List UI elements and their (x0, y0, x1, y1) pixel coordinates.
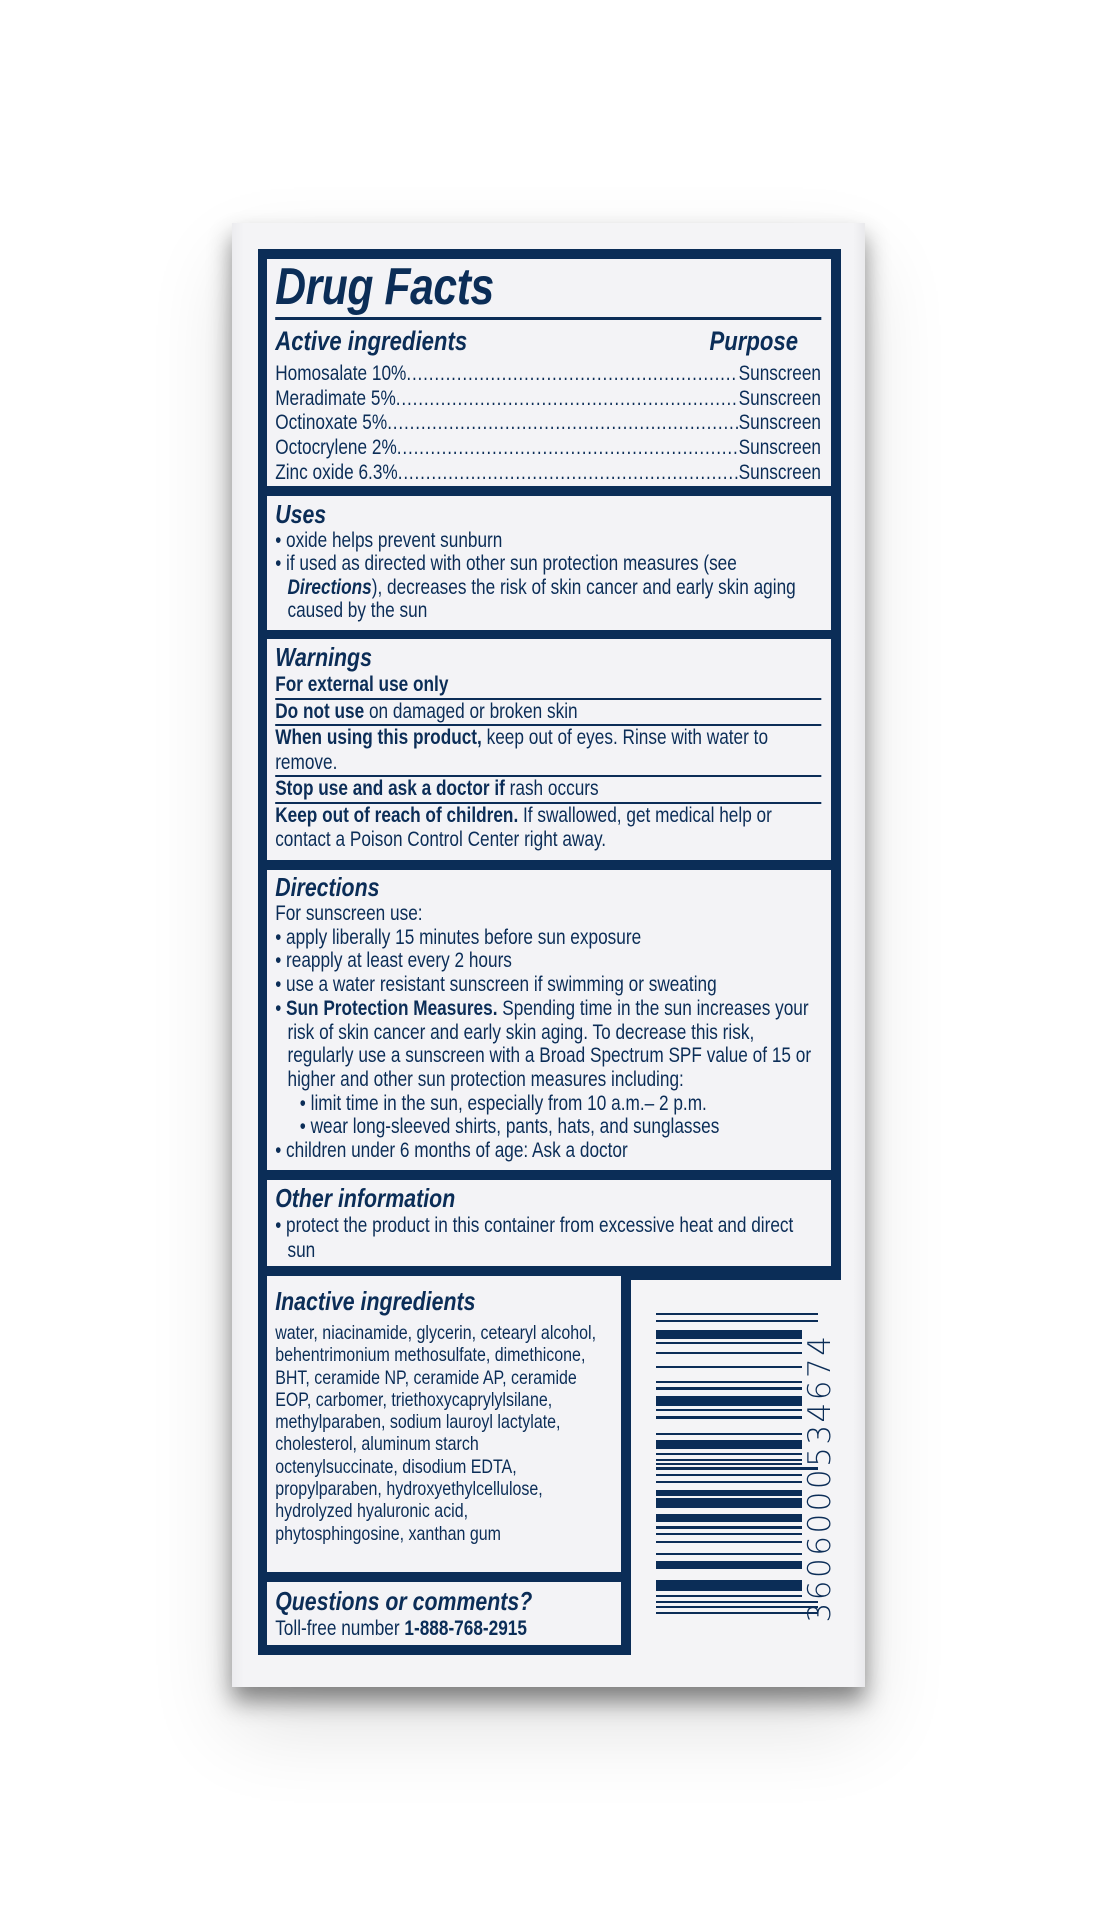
warning-text: keep out of eyes. Rinse with water to remove. (275, 726, 769, 774)
other-information-heading: Other information (275, 1183, 456, 1213)
barcode-bar (656, 1481, 802, 1483)
barcode-bar (656, 1498, 802, 1508)
spm-text: Spending time in the sun increases your risk of skin cancer and early skin aging. To decrease this risk, regularly use a sunscreen with a Broad Spectrum SPF value of 15 or higher and other sun protection measures including: (287, 996, 812, 1091)
barcode-bar (656, 1381, 802, 1383)
directions-item: • apply liberally 15 minutes before sun exposure (275, 925, 642, 949)
barcode-bar (656, 1595, 802, 1597)
warning-label: For external use only (275, 673, 449, 696)
barcode-bar (656, 1490, 802, 1496)
title-rule (275, 317, 821, 320)
barcode-bar (656, 1526, 802, 1529)
inactive-ingredient-line: cholesterol, aluminum starch (275, 1433, 479, 1456)
inactive-ingredients-list (275, 1322, 611, 1545)
barcode-bar (656, 1606, 818, 1608)
inactive-ingredients-heading: Inactive ingredients (275, 1286, 476, 1316)
ingredient-name: Octocrylene 2% (275, 436, 397, 460)
warning-item (275, 700, 821, 727)
ingredient-list (275, 362, 821, 486)
drug-facts-title: Drug Facts (275, 259, 494, 316)
barcode-bar (656, 1463, 802, 1465)
inactive-ingredient-line: behentrimonium methosulfate, dimethicone, (275, 1344, 586, 1367)
directions-section (267, 870, 831, 1170)
purpose-heading: Purpose (709, 326, 799, 356)
spm-label: Sun Protection Measures. (286, 996, 498, 1020)
directions-sub-item: • limit time in the sun, especially from 10 a.m.– 2 p.m. (299, 1091, 707, 1115)
ingredient-name: Octinoxate 5% (275, 411, 388, 435)
barcode-bar (656, 1387, 802, 1390)
other-information-item: • protect the product in this container from excessive heat and direct sun (275, 1214, 794, 1262)
directions-reference: Directions (287, 575, 372, 599)
ingredient-purpose: Sunscreen (738, 386, 821, 410)
ingredient-purpose: Sunscreen (738, 460, 821, 484)
dot-leader (398, 461, 739, 486)
barcode-bar (656, 1533, 802, 1535)
warning-text: rash occurs (504, 777, 599, 800)
warning-label: When using this product, (275, 726, 482, 749)
dot-leader (397, 436, 739, 461)
inactive-ingredient-line: phytosphingosine, xanthan gum (275, 1522, 502, 1545)
directions-item: • reapply at least every 2 hours (275, 949, 512, 973)
questions-heading: Questions or comments? (275, 1586, 533, 1616)
inactive-ingredient-line: EOP, carbomer, triethoxycaprylylsilane, (275, 1388, 553, 1411)
barcode-bar (656, 1474, 802, 1476)
ingredient-name: Meradimate 5% (275, 386, 396, 410)
barcode-bar (656, 1541, 802, 1543)
toll-free-line (275, 1616, 611, 1642)
ingredient-row (275, 436, 821, 461)
inactive-ingredients-section (267, 1276, 621, 1572)
warning-item (275, 673, 821, 700)
inactive-ingredient-line: octenylsuccinate, disodium EDTA, (275, 1455, 517, 1478)
barcode-bar (656, 1580, 802, 1591)
warnings-heading: Warnings (275, 642, 372, 672)
barcode-bar (656, 1453, 802, 1455)
warning-text: If swallowed, get medical help or contact a Poison Control Center right away. (275, 803, 772, 851)
ingredient-row (275, 387, 821, 412)
barcode-bar (656, 1467, 818, 1470)
warning-item (275, 777, 821, 804)
barcode-bar (656, 1416, 802, 1419)
ingredient-name: Homosalate 10% (275, 362, 407, 385)
uses-item (275, 552, 821, 622)
barcode-bar (656, 1440, 802, 1449)
barcode-bar (656, 1433, 802, 1435)
warning-label: Keep out of reach of children. (275, 803, 519, 827)
toll-free-label: Toll-free number (275, 1617, 405, 1640)
inactive-ingredient-line: hydrolyzed hyaluronic acid, (275, 1500, 469, 1523)
uses-item: • oxide helps prevent sunburn (275, 529, 503, 552)
warning-item (275, 804, 821, 853)
inactive-ingredient-line: water, niacinamide, glycerin, cetearyl alcohol, (275, 1322, 597, 1344)
barcode-bar (656, 1612, 818, 1614)
active-ingredients-section (267, 259, 831, 486)
warning-label: Do not use (275, 699, 365, 723)
phone-number[interactable]: 1-888-768-2915 (404, 1617, 527, 1640)
warnings-section (267, 639, 831, 860)
directions-item: • children under 6 months of age: Ask a doctor (275, 1139, 628, 1163)
dot-leader (396, 387, 739, 412)
barcode-bar (656, 1553, 802, 1555)
warning-text: on damaged or broken skin (364, 699, 578, 723)
barcode-bar (656, 1561, 802, 1569)
ingredient-row (275, 461, 821, 486)
inactive-ingredient-line: methylparaben, sodium lauroyl lactylate, (275, 1411, 561, 1434)
active-ingredients-heading: Active ingredients (275, 326, 468, 356)
inactive-ingredient-line: propylparaben, hydroxyethylcellulose, (275, 1478, 543, 1501)
barcode-bar (656, 1396, 802, 1406)
barcode-bar (656, 1514, 802, 1522)
barcode-bar (656, 1601, 818, 1603)
barcode-bar (656, 1313, 818, 1315)
uses-text: • if used as directed with other sun protection measures (see (275, 552, 737, 576)
inactive-ingredient-line: BHT, ceramide NP, ceramide AP, ceramide (275, 1366, 577, 1389)
barcode-bar (656, 1330, 802, 1339)
ingredient-row (275, 411, 821, 436)
directions-heading: Directions (275, 872, 380, 902)
uses-heading: Uses (275, 499, 327, 529)
barcode-bar (656, 1366, 802, 1368)
ingredient-purpose: Sunscreen (738, 411, 821, 435)
active-header-row (275, 326, 821, 356)
barcode-bar (656, 1352, 802, 1354)
ingredient-purpose: Sunscreen (738, 436, 821, 460)
ingredient-purpose: Sunscreen (738, 362, 821, 385)
ingredient-name: Zinc oxide 6.3% (275, 460, 398, 484)
barcode-bar (656, 1459, 802, 1461)
questions-section (267, 1582, 621, 1645)
directions-sub-item: • wear long-sleeved shirts, pants, hats, and sunglasses (299, 1115, 720, 1139)
sun-protection-measures: • Sun Protection Measures. Spending time in the sun increases your risk of skin cancer and early skin aging. To decrease this risk, regularly use a sunscreen with a Broad Spectrum SPF value of 15 or higher and other sun protection measures including: (275, 996, 812, 1091)
uses-section (267, 496, 831, 630)
dot-leader (406, 362, 738, 387)
barcode-digits: 3606000534674 (802, 1333, 838, 1623)
barcode-bar (656, 1342, 802, 1344)
directions-item: • use a water resistant sunscreen if swimming or sweating (275, 973, 717, 997)
barcode-bar (656, 1409, 802, 1411)
uses-text: ), decreases the risk of skin cancer and early skin aging caused by the sun (287, 575, 796, 622)
warnings-list (275, 673, 821, 853)
barcode-bar (656, 1320, 818, 1322)
dot-leader (387, 411, 738, 436)
warning-label: Stop use and ask a doctor if (275, 777, 505, 800)
ingredient-row (275, 362, 821, 387)
other-information-section (267, 1180, 831, 1266)
directions-intro: For sunscreen use: (275, 902, 423, 925)
warning-item (275, 726, 821, 777)
